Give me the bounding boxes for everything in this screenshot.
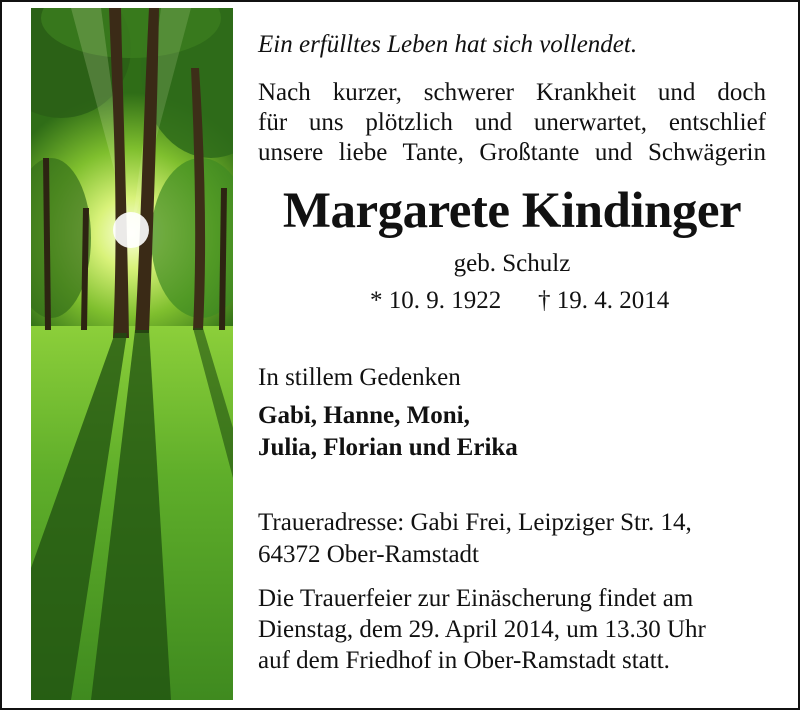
ceremony-line: Die Trauerfeier zur Einäscherung findet am (258, 585, 694, 612)
mourning-address (258, 507, 692, 571)
mourners-line: Gabi, Hanne, Moni, (258, 402, 470, 429)
ceremony-line: Dienstag, dem 29. April 2014, um 13.30 Uhr (258, 616, 706, 643)
mourners-list (258, 400, 518, 464)
announcement-paragraph (258, 78, 766, 168)
mourners-line: Julia, Florian und Erika (258, 434, 518, 461)
birth-name: geb. Schulz (453, 250, 571, 277)
forest-photo (31, 8, 233, 700)
remembrance-line: In stillem Gedenken (258, 364, 461, 391)
ceremony-info (258, 583, 766, 676)
address-line: Traueradresse: Gabi Frei, Leipziger Str. 14, (258, 509, 692, 536)
birth-date: * 10. 9. 1922 (370, 287, 502, 314)
announcement-line: unsere liebe Tante, Großtante und Schwägerin (258, 139, 766, 166)
address-line: 64372 Ober-Ramstadt (258, 541, 479, 568)
announcement-line: Nach kurzer, schwerer Krankheit und doch (258, 79, 766, 106)
intro-line: Ein erfülltes Leben hat sich vollendet. (258, 31, 638, 58)
ceremony-line: auf dem Friedhof in Ober-Ramstadt statt. (258, 647, 670, 674)
death-date: † 19. 4. 2014 (538, 287, 670, 314)
deceased-name: Margarete Kindinger (282, 183, 742, 239)
forest-photo-svg (31, 8, 233, 700)
announcement-line: für uns plötzlich und unerwartet, entschlief (258, 109, 766, 136)
